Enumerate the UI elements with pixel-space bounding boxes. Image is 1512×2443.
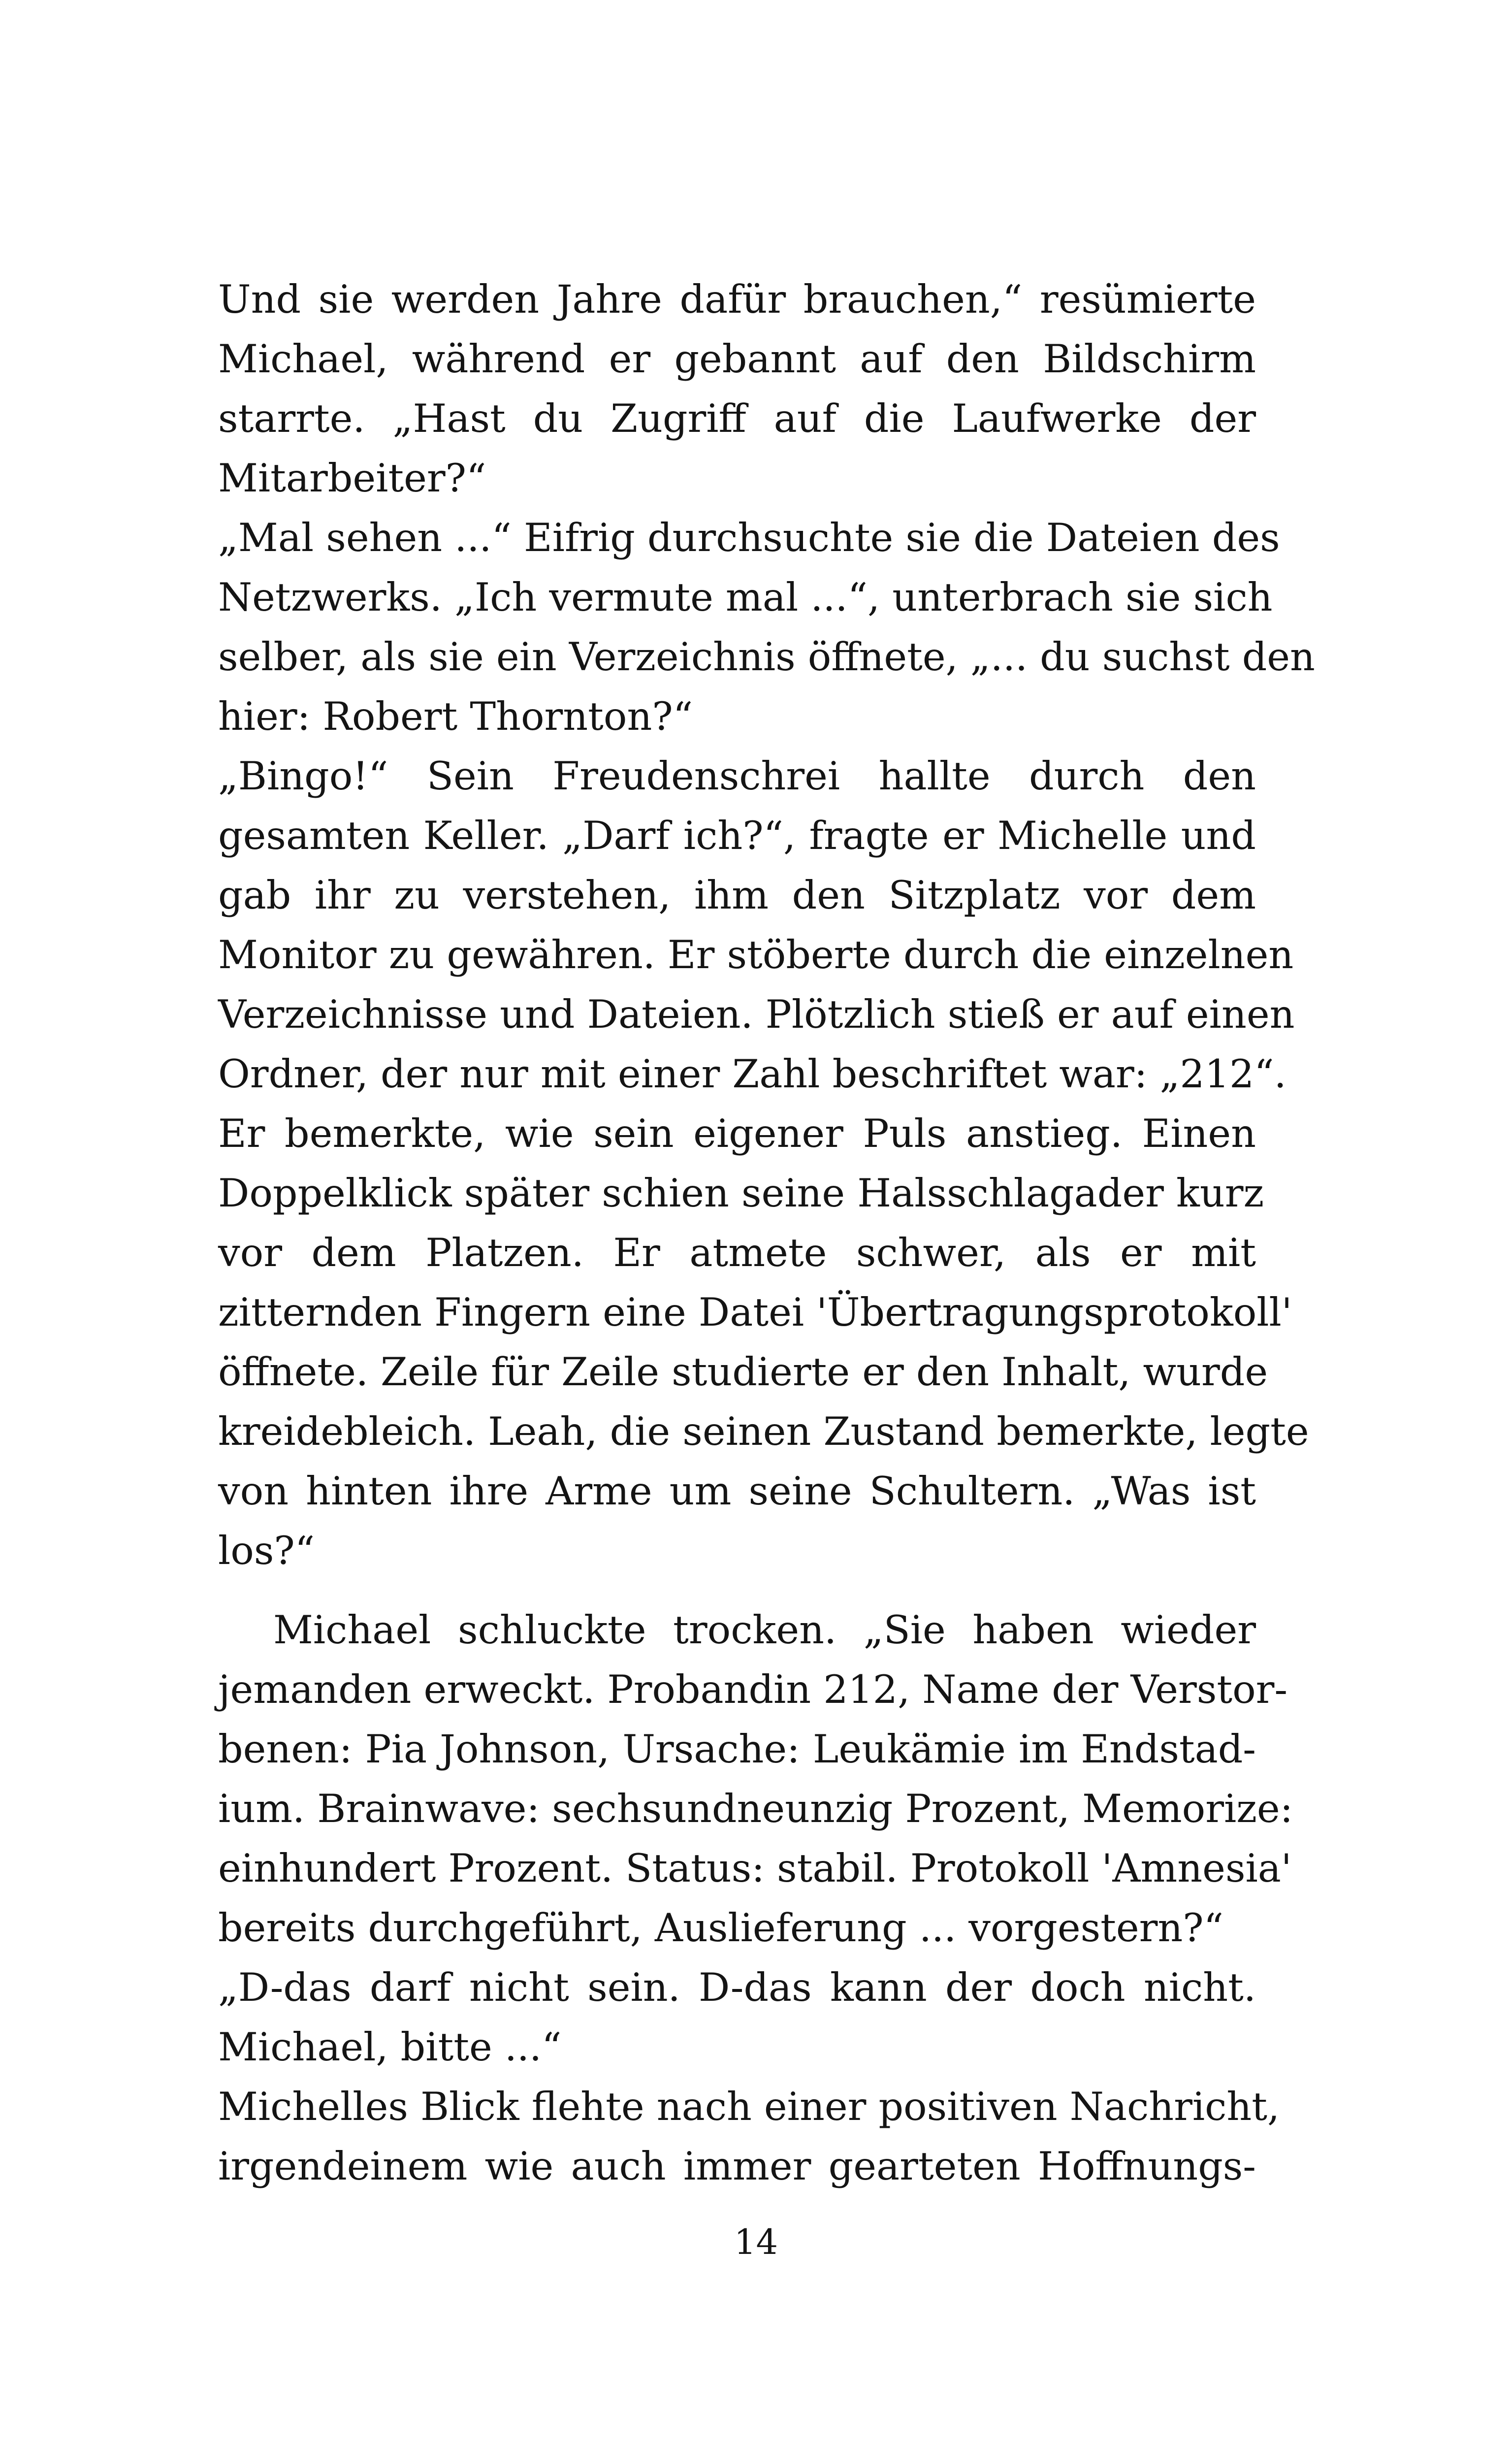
paragraph [218, 2077, 1280, 2196]
text-line: Michelles Blick flehte nach einer positiven Nachricht, [218, 2084, 1280, 2129]
text-line: irgendeinem wie auch immer gearteten Hoffnungs- [218, 2144, 1256, 2189]
text-line: „Mal sehen ...“ Eifrig durchsuchte sie die Dateien des [218, 515, 1280, 560]
paragraph [218, 508, 1315, 747]
text-line: Ordner, der nur mit einer Zahl beschriftet war: „212“. [218, 1051, 1287, 1097]
paragraph [218, 270, 1256, 508]
page-body-text [218, 270, 1315, 2196]
paragraph [218, 1600, 1293, 1958]
text-line: kreidebleich. Leah, die seinen Zustand bemerkte, legte [218, 1409, 1309, 1454]
text-line: Doppelklick später schien seine Halsschlagader kurz [218, 1171, 1264, 1216]
page-number: 14 [734, 2222, 778, 2262]
text-line: los?“ [218, 1528, 315, 1573]
text-line: einhundert Prozent. Status: stabil. Protokoll 'Amnesia' [218, 1846, 1292, 1891]
text-line: bereits durchgeführt, Auslieferung ... vorgestern?“ [218, 1905, 1224, 1951]
text-line: Verzeichnisse und Dateien. Plötzlich stieß er auf einen [218, 992, 1295, 1037]
text-line: starrte. „Hast du Zugriff auf die Laufwerke der [218, 396, 1256, 441]
text-line: ium. Brainwave: sechsundneunzig Prozent, Memorize: [218, 1786, 1293, 1831]
text-line: Monitor zu gewähren. Er stöberte durch die einzelnen [218, 932, 1294, 977]
text-line: von hinten ihre Arme um seine Schultern. „Was ist [218, 1468, 1256, 1514]
text-line: Mitarbeiter?“ [218, 456, 486, 501]
text-line: Michael schluckte trocken. „Sie haben wieder [273, 1607, 1256, 1653]
text-line: gesamten Keller. „Darf ich?“, fragte er Michelle und [218, 813, 1256, 858]
text-line: hier: Robert Thornton?“ [218, 694, 693, 739]
text-line: benen: Pia Johnson, Ursache: Leukämie im Endstad- [218, 1726, 1256, 1772]
text-line: Michael, bitte ...“ [218, 2024, 562, 2070]
text-line: „D-das darf nicht sein. D-das kann der doch nicht. [218, 1965, 1256, 2010]
paragraph [218, 1958, 1256, 2077]
text-line: „Bingo!“ Sein Freudenschrei hallte durch den [218, 753, 1256, 799]
paragraph-gap [218, 1581, 1256, 1600]
paragraph [218, 747, 1309, 1581]
text-line: Und sie werden Jahre dafür brauchen,“ resümierte [218, 277, 1256, 322]
text-line: Michael, während er gebannt auf den Bildschirm [218, 336, 1256, 382]
text-line: Netzwerks. „Ich vermute mal ...“, unterbrach sie sich [218, 575, 1273, 620]
text-line: vor dem Platzen. Er atmete schwer, als er mit [218, 1230, 1256, 1275]
text-line: zitternden Fingern eine Datei 'Übertragungsprotokoll' [218, 1290, 1292, 1335]
text-line: selber, als sie ein Verzeichnis öffnete, „... du suchst den [218, 634, 1315, 680]
text-line: gab ihr zu verstehen, ihm den Sitzplatz vor dem [218, 873, 1256, 918]
text-line: Er bemerkte, wie sein eigener Puls anstieg. Einen [218, 1111, 1256, 1156]
text-line: öffnete. Zeile für Zeile studierte er den Inhalt, wurde [218, 1349, 1268, 1395]
text-line: jemanden erweckt. Probandin 212, Name der Verstor- [218, 1667, 1288, 1712]
